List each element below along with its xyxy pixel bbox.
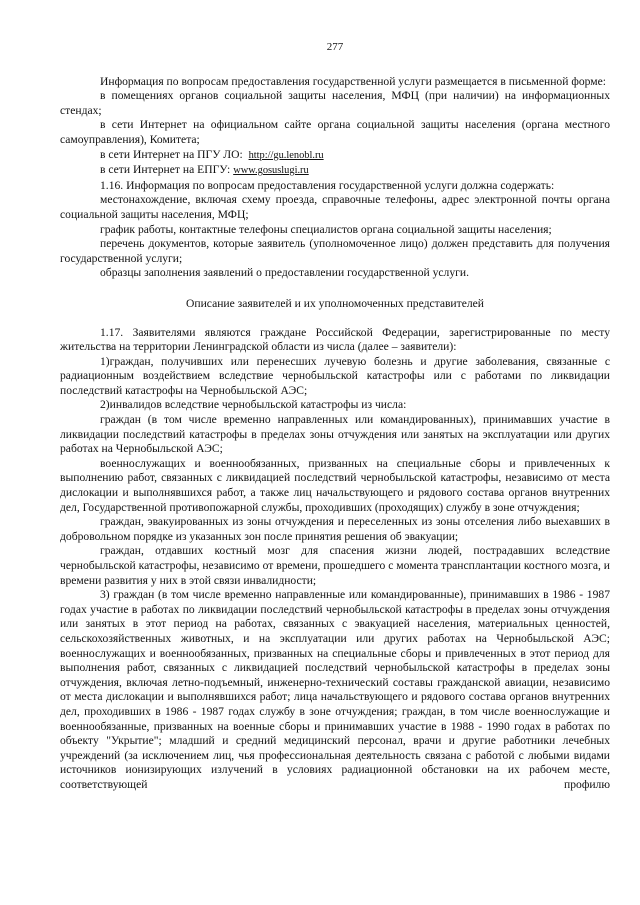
epgu-line [60, 163, 610, 179]
pgu-label: в сети Интернет на ПГУ ЛО: [100, 147, 243, 161]
content-item: местонахождение, включая схему проезда, справочные телефоны, адрес электронной почты органа социальной защиты населения, МФЦ; [60, 193, 610, 221]
section-heading: Описание заявителей и их уполномоченных представителей [186, 296, 484, 310]
applicant-item: 1)граждан, получивших или перенесших лучевую болезнь и другие заболевания, связанные с радиационным воздействием вследствие чернобыльской катастрофы или с работами по ликвидации последствий катастрофы на Чернобыльской АЭС; [60, 354, 610, 397]
applicant-item: граждан, отдавших костный мозг для спасения жизни людей, пострадавших вследствие чернобыльской катастрофы, независимо от времени, прошедшего с момента трансплантации костного мозга, и времени развития у них в этой связи инвалидности; [60, 544, 610, 587]
content-item: график работы, контактные телефоны специалистов органа социальной защиты населения; [100, 222, 552, 236]
pgu-line [60, 148, 610, 164]
content-item: перечень документов, которые заявитель (уполномоченное лицо) должен представить для получения государственной услуги; [60, 237, 610, 265]
applicant-item: граждан (в том числе временно направленных или командированных), принимавших участие в ликвидации последствий катастрофы в пределах зоны отчуждения или занятых на эксплуатации или других работах на Чернобыльской АЭС; [60, 413, 610, 456]
epgu-label: в сети Интернет на ЕПГУ: [100, 163, 231, 177]
info-item: в сети Интернет на официальном сайте органа социальной защиты населения (органа местного самоуправления), Комитета; [60, 118, 610, 146]
epgu-link[interactable]: www.gosuslugi.ru [233, 165, 309, 177]
applicant-item: 2)инвалидов вследствие чернобыльской катастрофы из числа: [100, 398, 407, 412]
content-item: образцы заполнения заявлений о предоставлении государственной услуги. [100, 266, 469, 280]
info-intro: Информация по вопросам предоставления государственной услуги размещается в письменной форме: [100, 74, 606, 88]
applicant-item: граждан, эвакуированных из зоны отчуждения и переселенных из зоны отселения либо выехавших в добровольном порядке из указанных зон после принятия решения об эвакуации; [60, 515, 610, 543]
page-number: 277 [326, 41, 344, 53]
info-item: в помещениях органов социальной защиты населения, МФЦ (при наличии) на информационных стендах; [60, 89, 610, 117]
applicant-item: 3) граждан (в том числе временно направленные или командированные), принимавших в 1986 - 1987 годах участие в работах по ликвидации последствий чернобыльской катастрофы в пределах зоны отчуждения или занятых в этот период на работах, связанных с эвакуацией населения, материальных ценностей, сельскохозяйственных животных, и на эксплуатации или других работах на Чернобыльской АЭС; военнослужащих и военнообязанных, призванных на специальные сборы и привлеченных в этот период для выполнения работ, связанных с ликвидацией последствий чернобыльской катастрофы в пределах зоны отчуждения, включая летно-подъемный, инженерно-технический составы гражданской авиации, независимо от места дислокации и выполнявшихся работ; лица начальствующего и рядового состава органов внутренних дел, проходивших в 1986 - 1987 годах службу в зоне отчуждения; граждан, в том числе военнослужащие и военнообязанные, призванных на военные сборы и принимавших участие в 1988 - 1990 годах в работах по объекту "Укрытие"; младший и средний медицинский персонал, врачи и другие работники лечебных учреждений (за исключением лиц, чья профессиональная деятельность связана с работой с любыми видами источников ионизирующих излучений в условиях радиационной обстановки на их рабочем месте, соответствующей профилю [60, 588, 610, 791]
section-1-16: 1.16. Информация по вопросам предоставления государственной услуги должна содержать: [100, 178, 555, 192]
applicant-item: военнослужащих и военнообязанных, призванных на специальные сборы и привлеченных к выполнению работ, связанных с ликвидацией последствий чернобыльской катастрофы, независимо от места дислокации и выполнявшихся работ, а также лиц начальствующего и рядового состава органов внутренних дел, Государственной противопожарной службы, проходивших (проходящих) службу в зоне отчуждения; [60, 456, 610, 514]
pgu-link[interactable]: http://gu.lenobl.ru [248, 149, 324, 161]
section-1-17: 1.17. Заявителями являются граждане Российской Федерации, зарегистрированные по месту жительства на территории Ленинградской области из числа (далее – заявители): [60, 325, 610, 354]
